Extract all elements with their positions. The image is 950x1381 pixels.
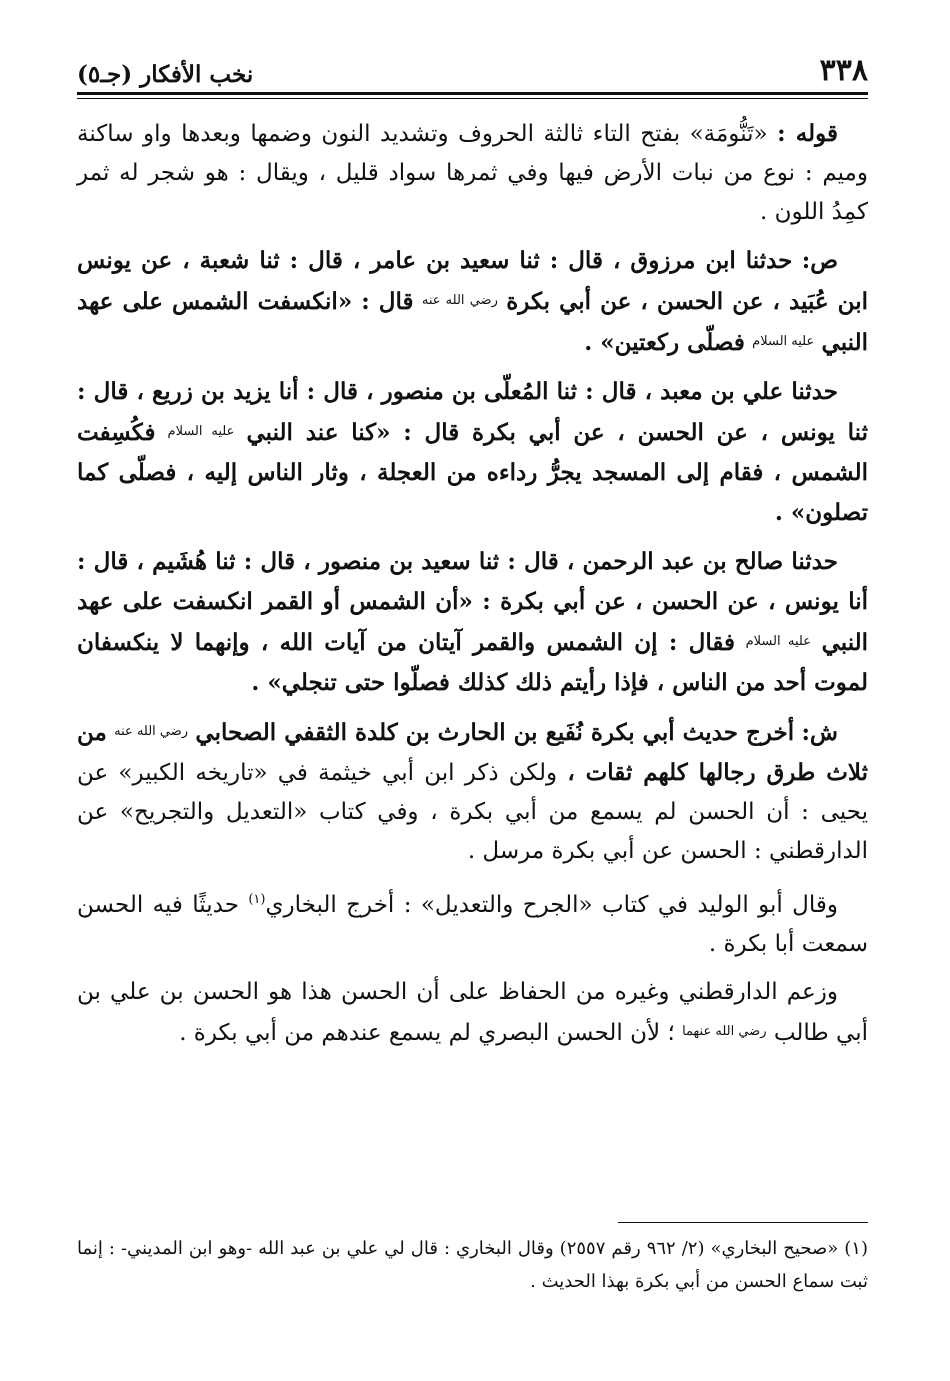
paragraph-text-end: ؛ لأن الحسن البصري لم يسمع عندهم من أبي بكرة . xyxy=(179,1020,675,1046)
honorific-symbol: رضي الله عنهما xyxy=(682,1024,767,1039)
honorific-symbol: رضي الله عنه xyxy=(421,293,498,308)
paragraph-4 xyxy=(77,542,868,703)
paragraph-3 xyxy=(77,372,868,533)
page-number: ٣٣٨ xyxy=(819,53,868,88)
hadith-chain: حدثنا علي بن معبد ، قال : ثنا المُعلّى بن منصور ، قال : أنا يزيد بن زريع ، قال : ثنا يونس ، عن الحسن ، عن أبي بكرة قال : «كنا عند النبي xyxy=(77,378,869,446)
paragraph-7 xyxy=(77,973,868,1053)
commentary-text: ولكن ذكر ابن أبي خيثمة في «تاريخه الكبير» عن يحيى : أن الحسن لم يسمع من أبي بكرة ، وفي كتاب «التعديل والتجريح» عن الدارقطني : الحسن عن أبي بكرة مرسل . xyxy=(77,760,868,864)
hadith-chain: حدثنا صالح بن عبد الرحمن ، قال : ثنا سعيد بن منصور ، قال : ثنا هُشَيم ، قال : أنا يونس ، عن الحسن ، عن أبي بكرة : «أن الشمس أو القمر انكسفت على عهد النبي xyxy=(77,548,869,656)
hadith-text: فكُسِفت الشمس ، فقام إلى المسجد يجرُّ رداءه من العجلة ، وثار الناس إليه ، فصلّى كما تصلون» . xyxy=(77,419,868,526)
paragraph-lead: ش: xyxy=(801,719,839,746)
footnote-marker[interactable]: (١) xyxy=(248,892,266,907)
honorific-symbol: رضي الله عنه xyxy=(114,724,189,739)
paragraph-lead: ص: xyxy=(801,247,838,274)
commentary-bold-2: من ثلاث طرق رجالها كلهم ثقات ، xyxy=(77,719,868,786)
paragraph-text: وزعم الدارقطني وغيره من الحفاظ على أن الحسن هذا هو الحسن بن علي بن أبي طالب xyxy=(77,979,868,1046)
honorific-symbol: عليه السلام xyxy=(752,334,815,349)
honorific-symbol: عليه السلام xyxy=(745,634,811,649)
hadith-text-end: فصلّى ركعتين» . xyxy=(584,329,745,356)
hadith-text: فقال : إن الشمس والقمر آيتان من آيات الله ، وإنهما لا ينكسفان لموت أحد من الناس ، فإذا رأيتم ذلك كذلك فصلّوا حتى تنجلي» . xyxy=(77,629,868,696)
paragraph-6 xyxy=(77,880,868,964)
honorific-symbol: عليه السلام xyxy=(167,424,235,439)
header-rule-thin xyxy=(77,98,868,99)
paragraph-text: وقال أبو الوليد في كتاب «الجرح والتعديل» : أخرج البخاري xyxy=(265,892,838,918)
hadith-chain: حدثنا ابن مرزوق ، قال : ثنا سعيد بن عامر ، قال : ثنا شعبة ، عن يونس ابن عُبَيد ، عن الحسن ، عن أبي بكرة xyxy=(77,247,868,315)
header-rule-thick xyxy=(77,92,868,95)
page-header xyxy=(77,48,868,88)
book-title: نخب الأفكار (جـ٥) xyxy=(77,61,254,88)
paragraph-lead: قوله : xyxy=(777,120,838,147)
paragraph-text-end: حديثًا فيه الحسن سمعت أبا بكرة . xyxy=(77,892,868,957)
hadith-text: قال : «انكسفت الشمس على عهد النبي xyxy=(77,288,868,356)
footnote-separator xyxy=(618,1222,868,1223)
footnote: (١) «صحيح البخاري» (٢/ ٩٦٢ رقم ٢٥٥٧) وقال البخاري : قال لي علي بن عبد الله -وهو ابن المديني- : إنما ثبت سماع الحسن من أبي بكرة بهذا الحديث . xyxy=(77,1238,868,1292)
commentary-bold: أخرج حديث أبي بكرة نُفَيع بن الحارث بن كلدة الثقفي الصحابي xyxy=(195,719,795,746)
paragraph-2 xyxy=(77,241,868,363)
paragraph-text: «تَنُّومَة» بفتح التاء ثالثة الحروف وتشديد النون وضمها وبعدها واو ساكنة وميم : نوع من نبات الأرض فيها وفي ثمرها سواد قليل ، ويقال : هو شجر له ثمر كمِدُ اللون . xyxy=(77,121,868,225)
paragraph-5 xyxy=(77,712,868,871)
main-text xyxy=(77,114,868,1062)
paragraph-1 xyxy=(77,114,868,232)
